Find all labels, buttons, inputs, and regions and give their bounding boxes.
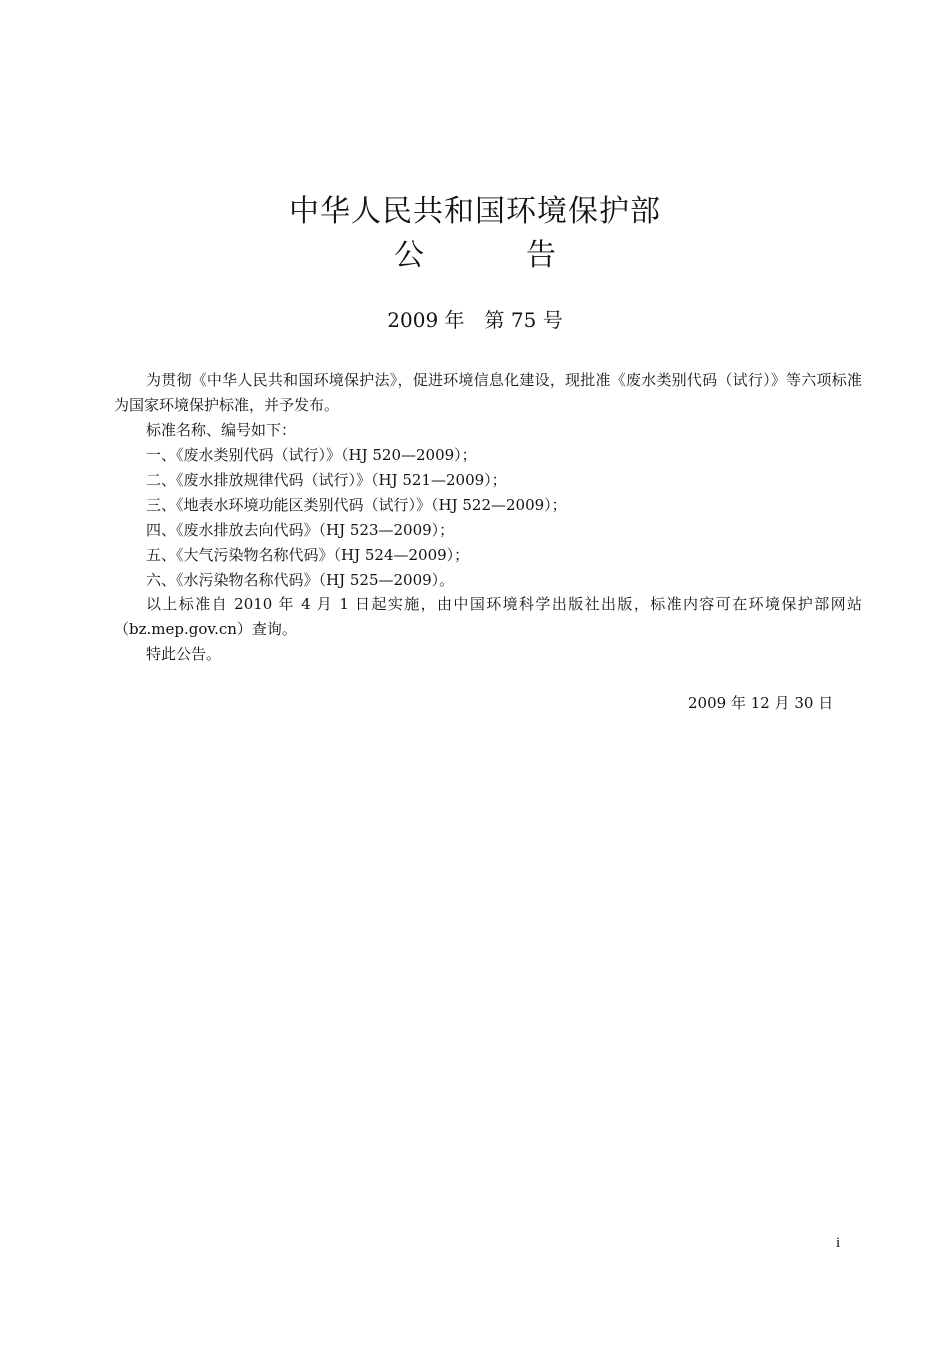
standard-item: 四、《废水排放去向代码》（HJ 523—2009）； (146, 521, 455, 539)
standard-item: 二、《废水排放规律代码（试行）》（HJ 521—2009）； (146, 471, 507, 489)
standard-item: 一、《废水类别代码（试行）》（HJ 520—2009）； (146, 446, 477, 464)
page-number: i (836, 1235, 841, 1251)
implementation-block (114, 592, 862, 667)
intro-paragraph: 为贯彻《中华人民共和国环境保护法》，促进环境信息化建设，现批准《废水类别代码（试行）》等六项标准为国家环境保护标准，并予发布。 (114, 371, 862, 414)
organization-title: 中华人民共和国环境保护部 (289, 194, 661, 229)
document-type: 公 告 (394, 238, 592, 273)
intro-block (114, 368, 862, 418)
implementation-paragraph: 以上标准自 2010 年 4 月 1 日起实施，由中国环境科学出版社出版，标准内容可在环境保护部网站（bz.mep.gov.cn）查询。 (114, 595, 862, 638)
list-heading: 标准名称、编号如下： (146, 421, 297, 439)
issue-date: 2009 年 12 月 30 日 (688, 694, 834, 712)
standard-item: 五、《大气污染物名称代码》（HJ 524—2009）； (146, 546, 470, 564)
closing-statement: 特此公告。 (146, 645, 222, 663)
standard-item: 六、《水污染物名称代码》（HJ 525—2009）。 (146, 571, 455, 589)
announcement-number: 2009 年 第 75 号 (387, 308, 563, 332)
standard-item: 三、《地表水环境功能区类别代码（试行）》（HJ 522—2009）； (146, 496, 567, 514)
